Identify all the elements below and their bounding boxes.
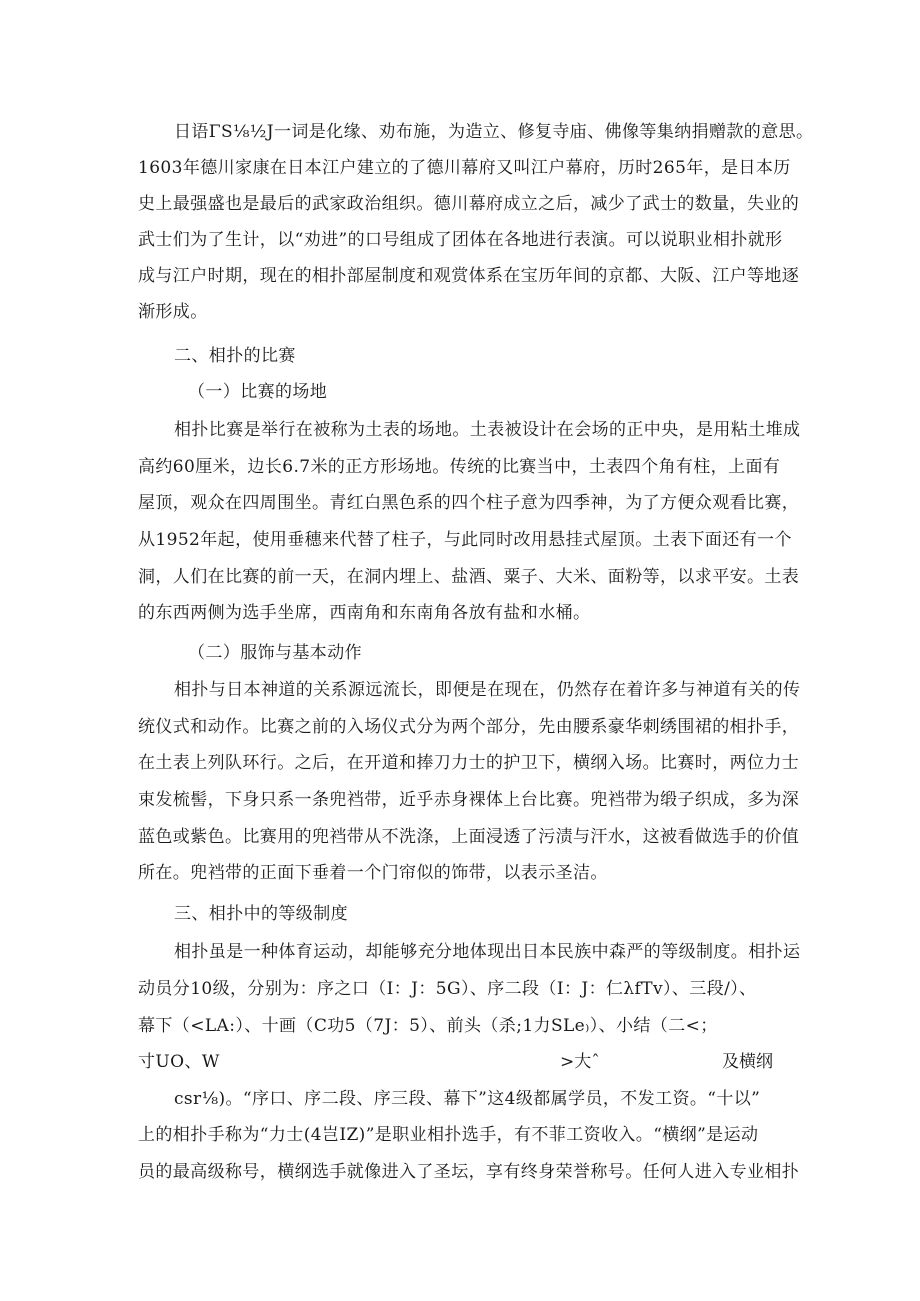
paragraph-line: 从1952年起，使用垂穗来代替了柱子，与此同时改用悬挂式屋顶。土表下面还有一个	[138, 530, 792, 550]
paragraph-line: 蓝色或紫色。比赛用的兜裆带从不洗涤，上面浸透了污渍与汗水，这被看做选手的价值	[138, 827, 800, 847]
paragraph-fragment: 及横纲	[722, 1052, 773, 1072]
paragraph-line: 武士们为了生计，以“劝进”的口号组成了团体在各地进行表演。可以说职业相扑就形	[138, 230, 783, 250]
paragraph-line: 动员分10级，分别为：序之口（I：J：5G）、序二段（I：J：仁λfTv）、三段/）、	[138, 979, 757, 999]
paragraph-line: 上的相扑手称为“力士(4岂IZ)”是职业相扑选手，有不菲工资收入。“横纲”是运动	[138, 1125, 759, 1145]
paragraph-line: 渐形成。	[138, 302, 208, 322]
section-heading: 二、相扑的比赛	[174, 346, 296, 366]
paragraph-line: 寸UO、W	[138, 1052, 220, 1072]
paragraph-line: 相扑与日本神道的关系源远流长，即便是在现在，仍然存在着许多与神道有关的传	[174, 680, 801, 700]
paragraph-line: 的东西两侧为选手坐席，西南角和东南角各放有盐和水桶。	[138, 603, 591, 623]
subsection-heading: （一）比赛的场地	[188, 382, 328, 402]
paragraph-line: 1603年德川家康在日本江户建立的了德川幕府又叫江户幕府，历时265年，是日本历	[138, 158, 791, 178]
paragraph-line: csr⅛)。“序口、序二段、序三段、幕下”这4级都属学员，不发工资。“十以”	[174, 1089, 761, 1109]
paragraph-line: 史上最强盛也是最后的武家政治组织。德川幕府成立之后，减少了武士的数量，失业的	[138, 194, 800, 214]
paragraph-fragment: >大ˆ	[560, 1052, 600, 1072]
paragraph-line: 员的最高级称号，横纲选手就像进入了圣坛，享有终身荣誉称号。任何人进入专业相扑	[138, 1162, 800, 1182]
paragraph-line: 洞，人们在比赛的前一天，在洞内埋上、盐酒、粟子、大米、面粉等，以求平安。土表	[138, 567, 800, 587]
paragraph-line: 所在。兜裆带的正面下垂着一个门帘似的饰带，以表示圣洁。	[138, 863, 608, 883]
paragraph-line: 日语ΓS⅛½J一词是化缘、劝布施，为造立、修复寺庙、佛像等集纳捐赠款的意思。	[174, 122, 814, 142]
paragraph-line: 成与江户时期，现在的相扑部屋制度和观赏体系在宝历年间的京都、大阪、江户等地逐	[138, 266, 800, 286]
paragraph-line: 幕下（<LA:）、十画（C功5（7J：5）、前头（杀;1力SLe₎）、小结（二<；	[138, 1016, 718, 1036]
subsection-heading: （二）服饰与基本动作	[188, 643, 362, 663]
paragraph-line: 相扑虽是一种体育运动，却能够充分地体现出日本民族中森严的等级制度。相扑运	[174, 942, 801, 962]
paragraph-line: 高约60厘米，边长6.7米的正方形场地。传统的比赛当中，土表四个角有柱，上面有	[138, 457, 781, 477]
paragraph-line: 在土表上列队环行。之后，在开道和捧刀力士的护卫下，横纲入场。比赛时，两位力士	[138, 753, 800, 773]
paragraph-line: 束发梳髻，下身只系一条兜裆带，近乎赤身裸体上台比赛。兜裆带为缎子织成，多为深	[138, 790, 800, 810]
paragraph-line: 统仪式和动作。比赛之前的入场仪式分为两个部分，先由腰系豪华刺绣围裙的相扑手，	[138, 717, 800, 737]
paragraph-line: 相扑比赛是举行在被称为土表的场地。土表被设计在会场的正中央，是用粘土堆成	[174, 420, 801, 440]
paragraph-line: 屋顶，观众在四周围坐。青红白黑色系的四个柱子意为四季神，为了方便众观看比赛，	[138, 493, 800, 513]
section-heading: 三、相扑中的等级制度	[174, 904, 348, 924]
